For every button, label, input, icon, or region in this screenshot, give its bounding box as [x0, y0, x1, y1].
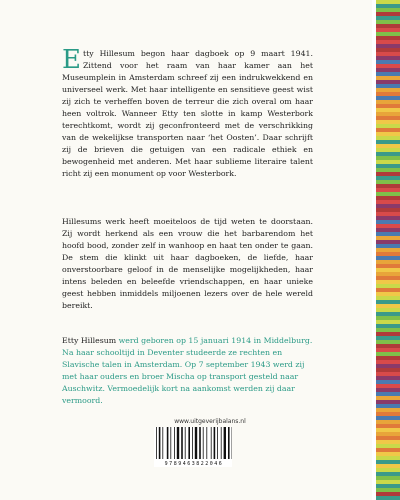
author-name: Etty Hillesum — [62, 336, 117, 345]
isbn-digits: 9789463822046 — [164, 461, 224, 467]
barcode-bar — [217, 427, 218, 459]
barcode-bar — [195, 427, 197, 459]
author-bio-text: werd geboren op 15 januari 1914 in Middelburg. Na haar schooltijd in Deventer studeerde ze rechten en Slavische talen in Amsterdam. Op 7 september 1943 werd zij met haar ouders en broer Mischa op transport gesteld naar Auschwitz. Vermoedelijk kort na aankomst werden zij daar vermoord. — [62, 336, 313, 405]
barcode-bar — [170, 427, 171, 459]
spine-stripes — [376, 0, 400, 500]
barcode-bar — [167, 427, 169, 459]
spine-stripe — [376, 496, 400, 500]
barcode-bar — [221, 427, 222, 459]
barcode-bar — [228, 427, 230, 459]
legacy-paragraph: Hillesums werk heeft moeiteloos de tijd weten te doorstaan. Zij wordt herkend als een vrouw die het barbarendom het hoofd bood, zonder zelf in wanhoop en haat ten onder te gaan. De stem die klinkt uit haar dagboeken, de liefde, haar onverstoorbare geloof in de menselijke mogelijkheden, haar intens beleden en beleefde vriendschappen, en haar unieke geest hebben inmiddels miljoenen lezers over de hele wereld bereikt. — [62, 217, 313, 310]
author-bio — [62, 335, 313, 407]
barcode-bar — [206, 427, 207, 459]
barcode-bars — [154, 427, 232, 459]
barcode-bar — [162, 427, 163, 459]
barcode-bar — [199, 427, 201, 459]
barcode-bar — [224, 427, 226, 459]
barcode-bar — [211, 427, 212, 459]
barcode-bar — [192, 427, 193, 459]
barcode-bar — [203, 427, 204, 459]
barcode-bar — [174, 427, 175, 459]
barcode-bar — [185, 427, 186, 459]
publisher-website[interactable]: www.uitgeverijbalans.nl — [174, 418, 246, 425]
barcode-bar — [181, 427, 183, 459]
intro-paragraph: Etty Hillesum begon haar dagboek op 9 maart 1941. Zittend voor het raam van haar kamer aan het Museumplein in Amsterdam schreef zij een indrukwekkend en universeel werk. Met haar intelligente en sensitieve geest wist zij zich te verheffen boven de terreur die zich overal om haar heen voltrok. Wanneer Etty ten slotte in kamp Westerbork terechtkomt, wordt zij geconfronteerd met de verschrikking van de wekelijkse transporten naar ‘het Oosten’. Daar schrijft zij de brieven die getuigen van een radicale ethiek en bewogenheid met anderen. Met haar sublieme literaire talent richt zij een monument op voor Westerbork. — [62, 45, 313, 178]
barcode-bar — [177, 427, 179, 459]
barcode-bar — [214, 427, 216, 459]
barcode-bar — [156, 427, 157, 459]
barcode-bar — [159, 427, 161, 459]
barcode-bar — [188, 427, 190, 459]
